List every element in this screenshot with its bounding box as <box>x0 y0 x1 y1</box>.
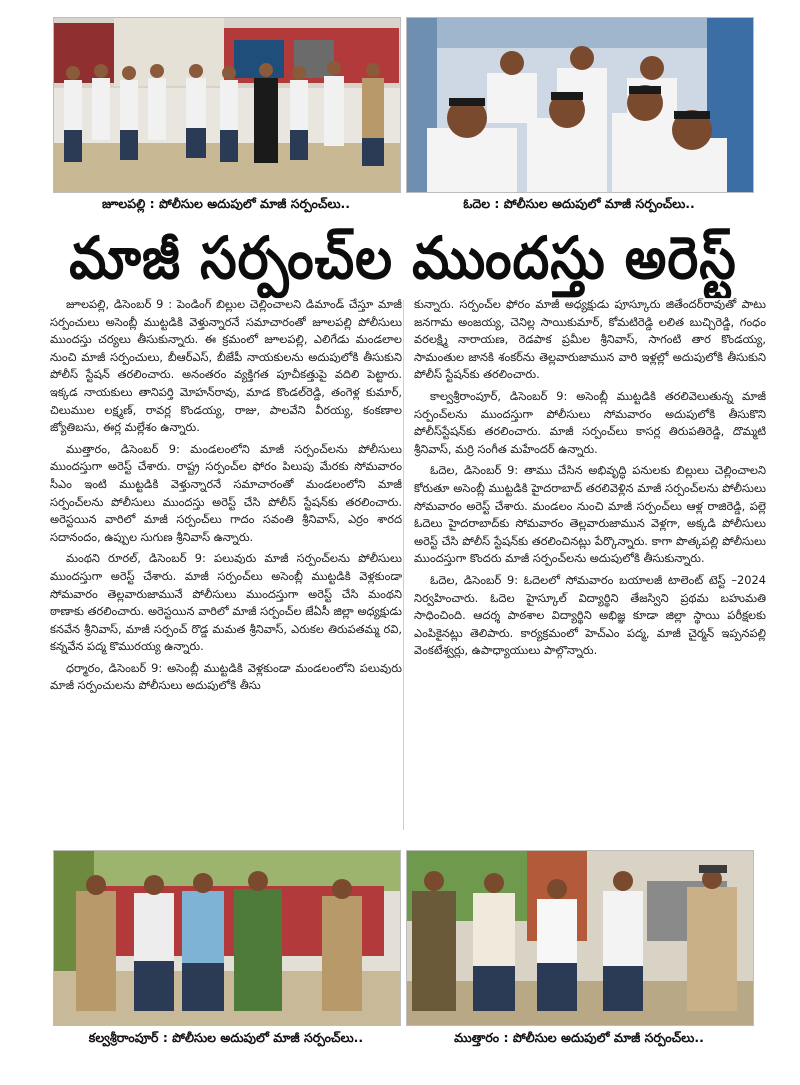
article-column-right <box>414 296 766 834</box>
photo-jualapalli-group <box>53 17 401 193</box>
headline: మాజీ సర్పంచ్‌ల ముందస్తు అరెస్ట్ <box>69 225 737 293</box>
article-paragraph: ఓదెల, డిసెంబర్ 9: తాము చేసిన అభివృద్ధి పనులకు బిల్లులు చెల్లించాలని కోరుతూ అసెంబ్లీ ముట్టడికి హైదరాబాద్ తరలివెళ్లిన మాజీ సర్పంచ్‌లను పోలీసులు సోమవారం అరెస్ట్ చేశారు. మండలం నుంచి మాజీ సర్పంచ్‌లు ఆళ్ల రాజిరెడ్డి, పల్లె ఓదెలు హైదరాబాద్‌కు సోమవారం తెల్లవారుజామున వెళ్లగా, అక్కడి పోలీసులు అరెస్ట్ చేసి పోలీస్ స్టేషన్‌కు తరలించినట్లు పేర్కొన్నారు. కాగా పొత్కపల్లి పోలీసులు ముందస్తుగా కొందరు మాజీ సర్పంచ్‌లను అదుపులోకి తీసుకున్నారు. <box>414 463 766 566</box>
photo-caption: జూలపల్లి : పోలీసుల అదుపులో మాజీ సర్పంచ్‌లు.. <box>101 196 351 211</box>
column-divider <box>403 300 404 830</box>
article-paragraph: ధర్మారం, డిసెంబర్ 9: అసెంబ్లీ ముట్టడికి వెళ్లకుండా మండలంలోని పలువురు మాజీ సర్పంచులను పోలీసులు అదుపులోకి తీసు <box>50 660 402 693</box>
article-paragraph: మంథని రూరల్, డిసెంబర్ 9: పలువురు మాజీ సర్పంచ్‌లను పోలీసులు ముందస్తుగా అరెస్ట్ చేశారు. మాజీ సర్పంచ్‌లు అసెంబ్లీ ముట్టడికి వెళ్లకుండా సోమవారం తెల్లవారుజామునే పోలీసులు ముందస్తుగా అరెస్ట్ చేసి మంథని ఠాణాకు తరలించారు. అరెస్టయిన వారిలో మాజీ సర్పంచ్‌ల జేఏసీ జిల్లా అధ్యక్షుడు కనవేన శ్రీనివాస్, మాజీ సర్పంచ్ రొడ్డ మమత శ్రీనివాస్, ఎరుకల తిరుపతమ్మ రవి, కన్నవేన పద్మ కొమురయ్య ఉన్నారు. <box>50 551 402 654</box>
article-column-left <box>50 296 402 834</box>
photo-caption: ఓదెల : పోలీసుల అదుపులో మాజీ సర్పంచ్‌లు.. <box>463 196 695 211</box>
article-paragraph: ముత్తారం, డిసెంబర్ 9: మండలంలోని మాజీ సర్పంచ్‌లను పోలీసులు ముందస్తుగా అరెస్ట్ చేశారు. రాష్ట్ర సర్పంచ్‌ల ఫోరం పిలుపు మేరకు సోమవారం సీఎం ఇంటి ముట్టడికి వెళ్తున్నారనే సమాచారంతో మండలంలోని మాజీ సర్పంచ్‌లను పోలీసులు ముందస్తు అరెస్ట్ చేసి పోలీస్ స్టేషన్‌కు తరలించారు. అరెస్టయిన వారిలో మాజీ సర్పంచ్‌లు గాదం సవంతి శ్రీనివాస్, ఎర్రం శారద సదానందం, ఉప్పుల సుగుణ శ్రీనివాస్ ఉన్నారు. <box>50 441 402 544</box>
article-paragraph: జూలపల్లి, డిసెంబర్ 9 : పెండింగ్ బిల్లుల చెల్లించాలని డిమాండ్ చేస్తూ మాజీ సర్పంచులు అసెంబ్లీ ముట్టడికి వెళ్తున్నారనే సమాచారంతో జూలపల్లి పోలీసులు ముందస్తు చర్యలు తీసుకున్నారు. ఈ క్రమంలో జూలపల్లి, ఎలిగేడు మండలాల నుంచి మాజీ సర్పంచులు, బీఆర్ఎస్, బీజేపీ నాయకులను అదుపులోకి తీసుకుని పోలీస్ స్టేషన్ తరలించారు. అనంతరం వ్యక్తిగత పూచీకత్తుపై వదిలి పెట్టారు. ఇక్కడ నాయకులు తానిపర్తి మోహన్‌రావు, మాడ కొండల్‌రెడ్డి, తంగెళ్ల కుమార్, చిలుముల లక్ష్మణ్, రావర్ల కొండయ్య, రాజు, పాలవేని వీరయ్య, కంకణాల జ్యోతిబసు, ఈర్ల మల్లేశం ఉన్నారు. <box>50 297 402 435</box>
article-paragraph: కున్నారు. సర్పంచ్‌ల ఫోరం మాజీ అధ్యక్షుడు పూస్కూరు జితేందర్‌రావుతో పాటు జనగామ అంజయ్య, చెనిల్ల సాయికుమార్, కోమటిరెడ్డి లలిత బుచ్చిరెడ్డి, గంధం వరలక్ష్మి నారాయణ, రెడపాక ప్రమీల శ్రీనివాస్, సాగంటి తార కొండయ్య, సామంతుల జానకి శంకర్‌ను తెల్లవారుజామున వారి ఇళ్లల్లో అదుపులోకి తీసుకుని పోలీస్ స్టేషన్‌కు తరలించారు. <box>414 297 766 382</box>
photo-odela-bus <box>406 17 754 193</box>
photo-caption: కల్వశ్రీరాంపూర్ : పోలీసుల అదుపులో మాజీ సర్పంచ్‌లు.. <box>88 1030 364 1045</box>
article-paragraph: ఓదెల, డిసెంబర్ 9: ఓదెలలో సోమవారం బయాలజీ టాలెంట్ టెస్ట్ –2024 నిర్వహించారు. ఓదెల హైస్కూల్ విద్యార్థిని తేజస్విని ప్రథమ బహుమతి సాధించింది. ఆదర్శ పాఠశాల విద్యార్థిని అభిజ్ఞ కూడా జిల్లా స్థాయి పరీక్షలకు ఎంపికైనట్లు తెలిపారు. కార్యక్రమంలో హెచ్ఎం పద్మ, మాజీ చైర్మన్ ఇప్పనపల్లి వెంకటేశ్వర్లు, ఉపాధ్యాయులు పాల్గొన్నారు. <box>414 572 766 658</box>
article-paragraph: కాల్వశ్రీరాంపూర్, డిసెంబర్ 9: అసెంబ్లీ ముట్టడికి తరలివెలుతున్న మాజీ సర్పంచ్‌లను ముందస్తుగా పోలీసులు సోమవారం అదుపులోకి తీసుకొని పోలీస్‌స్టేషన్‌కు తరలించారు. మాజీ సర్పంచ్‌లు కాసర్ల తిరుపతిరెడ్డి, దొమ్మటి శ్రీనివాస్, మర్రి సంగీత మహేందర్ ఉన్నారు. <box>414 388 766 456</box>
photo-muttaram-group <box>406 850 754 1026</box>
photo-caption: ముత్తారం : పోలీసుల అదుపులో మాజీ సర్పంచ్‌లు.. <box>454 1030 704 1045</box>
photo-kalvasriram-group <box>53 850 401 1026</box>
